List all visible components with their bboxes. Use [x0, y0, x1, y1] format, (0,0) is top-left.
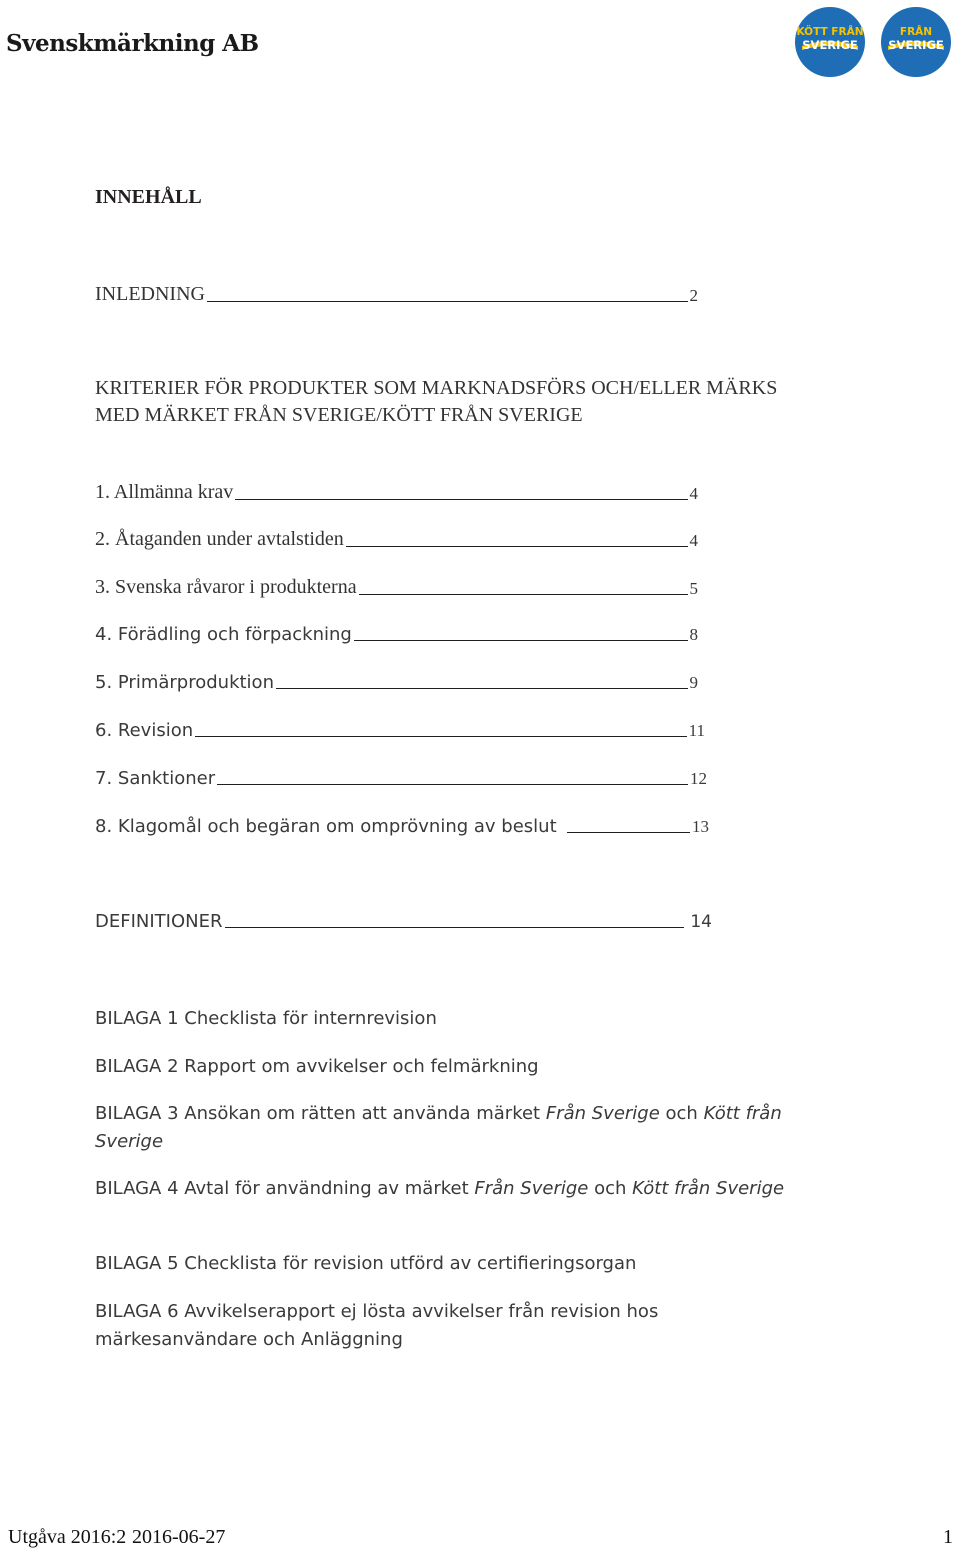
footer-date: 2016-06-27 [132, 1526, 226, 1548]
bilaga-4-conjunction: och [588, 1178, 633, 1199]
toc-label: 5. Primärproduktion [95, 672, 274, 693]
toc-row-7[interactable] [95, 768, 707, 789]
toc-label: 3. Svenska råvaror i produkterna [95, 576, 357, 598]
toc-bilaga-5[interactable]: BILAGA 5 Checklista för revision utförd av certifieringsorgan [95, 1253, 637, 1274]
toc-leader-line [567, 832, 690, 833]
toc-page-number: 12 [690, 769, 707, 788]
toc-leader-line [359, 594, 688, 595]
toc-row-6[interactable] [95, 720, 705, 741]
toc-kriterier-line2: MED MÄRKET FRÅN SVERIGE/KÖTT FRÅN SVERIGE [95, 404, 583, 426]
toc-page-number: 4 [689, 531, 698, 550]
toc-bilaga-1[interactable]: BILAGA 1 Checklista för internrevision [95, 1008, 437, 1029]
toc-leader-line [276, 688, 688, 689]
footer-page-number: 1 [943, 1526, 953, 1548]
bilaga-3-text: BILAGA 3 Ansökan om rätten att använda märket [95, 1103, 546, 1124]
toc-bilaga-2[interactable]: BILAGA 2 Rapport om avvikelser och felmärkning [95, 1056, 539, 1077]
toc-page-number: 11 [688, 721, 705, 740]
bilaga-3-conjunction: och [659, 1103, 704, 1124]
toc-leader-line [346, 546, 688, 547]
logo-kott-line2: SVERIGE [802, 38, 858, 52]
bilaga-4-text: BILAGA 4 Avtal för användning av märket [95, 1178, 475, 1199]
bilaga-4-mark-name-2: Kött från Sverige [632, 1178, 785, 1199]
toc-page-number: 8 [689, 625, 698, 644]
logo-fran-line1: FRÅN [899, 26, 933, 38]
toc-row-inledning[interactable] [95, 283, 698, 306]
toc-page-number: 2 [689, 286, 698, 305]
toc-bilaga-6[interactable]: BILAGA 6 Avvikelserapport ej lösta avvikelser från revision hos märkesanvändare och Anläggning [95, 1301, 659, 1350]
toc-heading: INNEHÅLL [95, 186, 202, 208]
toc-bilaga-4[interactable] [95, 1175, 785, 1203]
toc-label: 2. Åtaganden under avtalstiden [95, 528, 344, 550]
toc-row-5[interactable] [95, 672, 698, 693]
toc-kriterier-line1: KRITERIER FÖR PRODUKTER SOM MARKNADSFÖRS OCH/ELLER MÄRKS [95, 377, 778, 399]
toc-page-number: 9 [689, 673, 698, 692]
toc-label: 4. Förädling och förpackning [95, 624, 352, 645]
fran-sverige-logo [880, 6, 952, 78]
toc-label: INLEDNING [95, 283, 205, 305]
toc-row-4[interactable] [95, 624, 698, 645]
toc-label: 7. Sanktioner [95, 768, 216, 789]
toc-leader-line [195, 736, 687, 737]
toc-leader-line [225, 927, 685, 928]
bilaga-4-mark-name-1: Från Sverige [474, 1178, 589, 1199]
toc-row-2[interactable] [95, 528, 698, 551]
toc-label: DEFINITIONER [95, 911, 223, 932]
logo-fran-line2: SVERIGE [888, 38, 944, 52]
toc-leader-line [235, 499, 687, 500]
kott-fran-sverige-logo [794, 6, 866, 78]
toc-leader-line [207, 301, 688, 302]
toc-bilaga-3[interactable] [95, 1100, 840, 1156]
bilaga-3-mark-name-1: Från Sverige [545, 1103, 660, 1124]
toc-row-1[interactable] [95, 481, 698, 504]
toc-label: 8. Klagomål och begäran om omprövning av beslut [95, 816, 557, 837]
toc-label: 1. Allmänna krav [95, 481, 234, 503]
toc-leader-line [217, 784, 688, 785]
toc-row-8[interactable] [95, 816, 709, 837]
bilaga-3-mark-name-2: Kött från Sverige [95, 1103, 782, 1152]
toc-row-3[interactable] [95, 576, 698, 599]
logo-kott-line1: KÖTT FRÅN [796, 26, 864, 38]
company-name: Svenskmärkning AB [6, 30, 259, 57]
toc-row-definitioner[interactable] [95, 911, 712, 932]
toc-leader-line [354, 640, 688, 641]
toc-page-number: 5 [689, 579, 698, 598]
toc-label: 6. Revision [95, 720, 194, 741]
toc-page-number: 14 [690, 912, 712, 932]
footer-edition: Utgåva 2016:2 [8, 1526, 127, 1548]
toc-page-number: 4 [689, 484, 698, 503]
toc-page-number: 13 [692, 817, 709, 836]
